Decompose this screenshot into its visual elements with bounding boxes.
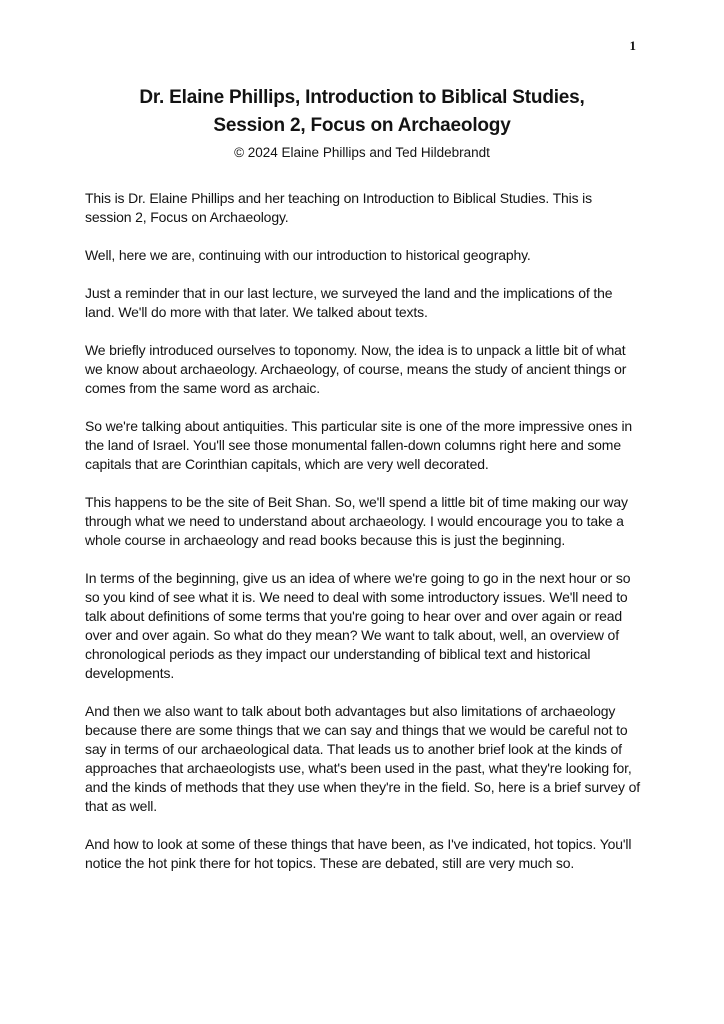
paragraph-3: Just a reminder that in our last lecture, we surveyed the land and the implications of the land. We'll do more with that later. We talked about texts. [85,285,613,320]
paragraph-8: And then we also want to talk about both advantages but also limitations of archaeology because there are some things that we can say and things that we would be careful not to say in terms of our archaeological data. That leads us to another brief look at the kinds of approaches that archaeologists use, what's been used in the past, what they're looking for, and the kinds of methods that they use when they're in the field. So, here is a brief survey of that as well. [85,703,640,814]
paragraph-4: We briefly introduced ourselves to toponomy. Now, the idea is to unpack a little bit of what we know about archaeology. Archaeology, of course, means the study of ancient things or comes from the same word as archaic. [85,342,627,396]
paragraph-5: So we're talking about antiquities. This particular site is one of the more impressive ones in the land of Israel. You'll see those monumental fallen-down columns right here and some capitals that are Corinthian capitals, which are very well decorated. [85,418,633,472]
document-title-line-2: Session 2, Focus on Archaeology [213,115,511,136]
paragraph-6: This happens to be the site of Beit Shan. So, we'll spend a little bit of time making our way through what we need to understand about archaeology. I would encourage you to take a whole course in archaeology and read books because this is just the beginning. [85,494,628,548]
page-number: 1 [629,38,636,53]
paragraph-7: In terms of the beginning, give us an idea of where we're going to go in the next hour or so so you kind of see what it is. We need to deal with some introductory issues. We'll need to talk about definitions of some terms that you're going to hear over and over again or read over and over again. So what do they mean? We want to talk about, well, an overview of chronological periods as they impact our understanding of biblical text and historical developments. [85,570,631,681]
document-header [0,0,724,162]
document-body [0,162,724,873]
paragraph-9: And how to look at some of these things that have been, as I've indicated, hot topics. You'll notice the hot pink there for hot topics. These are debated, still are very much so. [85,836,632,871]
paragraph-2: Well, here we are, continuing with our introduction to historical geography. [85,247,531,263]
copyright-line: © 2024 Elaine Phillips and Ted Hildebrandt [234,145,490,160]
paragraph-1: This is Dr. Elaine Phillips and her teaching on Introduction to Biblical Studies. This is session 2, Focus on Archaeology. [85,190,592,225]
document-title-line-1: Dr. Elaine Phillips, Introduction to Biblical Studies, [139,87,585,108]
